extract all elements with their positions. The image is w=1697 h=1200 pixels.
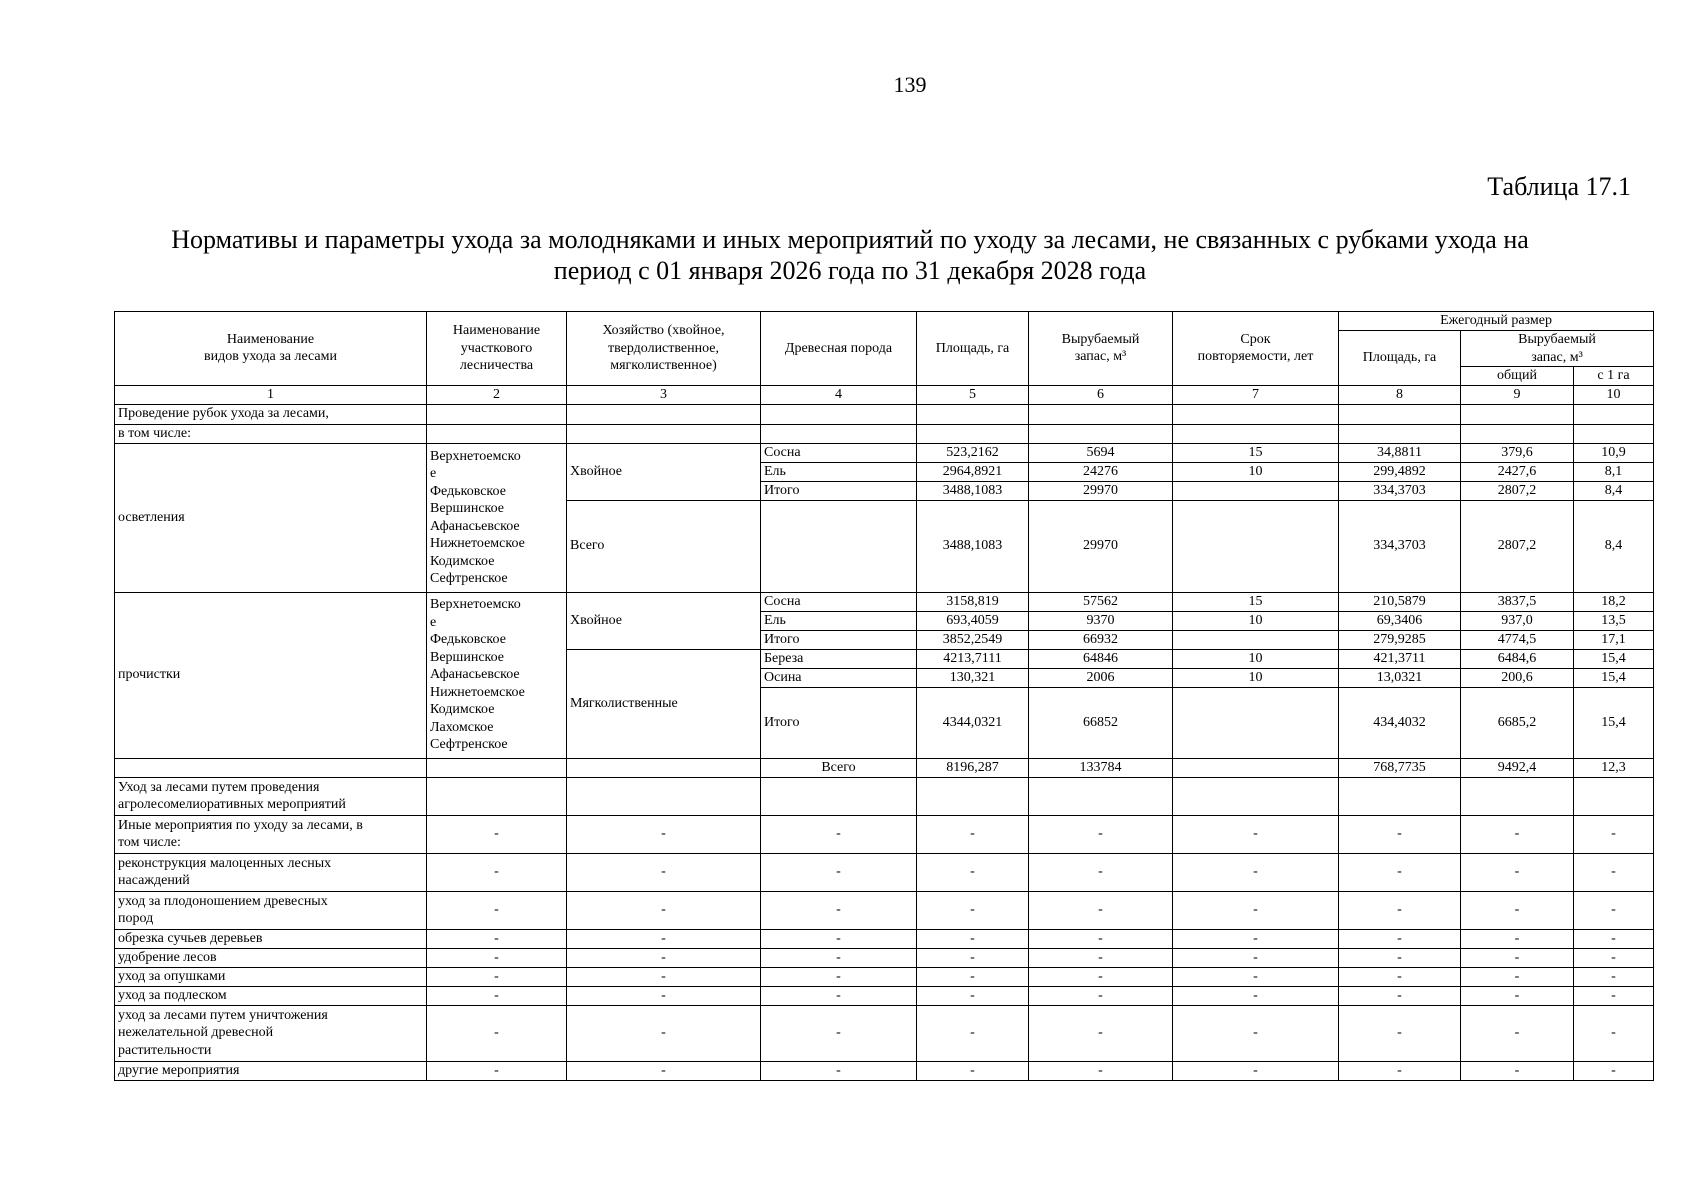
farm-conifer: Хвойное xyxy=(567,443,761,500)
forestry-list: Верхнетоемско е Федьковское Вершинское Афанасьевское Нижнетоемское Кодимское Лахомское Сефтренское xyxy=(427,592,567,758)
dash-cell: - xyxy=(427,929,567,948)
dash-cell: - xyxy=(1574,815,1654,853)
annual-per-ha-cell: 18,2 xyxy=(1574,592,1654,611)
dash-cell: - xyxy=(1029,1005,1173,1061)
dash-cell: - xyxy=(1574,1005,1654,1061)
page-number: 139 xyxy=(893,72,927,97)
annual-per-ha-cell: 8,4 xyxy=(1574,500,1654,592)
dash-cell: - xyxy=(1574,948,1654,967)
section-subtitle: в том числе: xyxy=(115,424,427,443)
dash-cell: - xyxy=(917,1005,1029,1061)
measure-name: уход за опушками xyxy=(115,967,427,986)
dash-cell: - xyxy=(427,815,567,853)
measure-name: реконструкция малоценных лесных насаждений xyxy=(115,853,427,891)
dash-cell: - xyxy=(1461,1061,1574,1080)
table-row xyxy=(115,967,1654,986)
other-measures xyxy=(115,815,1654,1080)
species-cell: Ель xyxy=(761,462,917,481)
dash-cell: - xyxy=(567,1005,761,1061)
annual-per-ha-cell: 15,4 xyxy=(1574,668,1654,687)
col-num: 8 xyxy=(1339,385,1461,404)
dash-cell: - xyxy=(1029,891,1173,929)
area-cell: 2964,8921 xyxy=(917,462,1029,481)
dash-cell: - xyxy=(1339,948,1461,967)
dash-cell: - xyxy=(1173,891,1339,929)
annual-total-cell: 6484,6 xyxy=(1461,649,1574,668)
dash-cell: - xyxy=(1574,853,1654,891)
header-species: Древесная порода xyxy=(761,312,917,386)
area-cell: 3488,1083 xyxy=(917,481,1029,500)
table-row xyxy=(115,592,1654,611)
table-header xyxy=(115,312,1654,405)
area-cell: 693,4059 xyxy=(917,611,1029,630)
col-num: 3 xyxy=(567,385,761,404)
dash-cell: - xyxy=(1173,815,1339,853)
annual-area-cell: 334,3703 xyxy=(1339,500,1461,592)
dash-cell: - xyxy=(567,853,761,891)
species-cell: Ель xyxy=(761,611,917,630)
annual-total-cell: 6685,2 xyxy=(1461,687,1574,758)
farm-softwood: Мягколиственные xyxy=(567,649,761,758)
dash-cell: - xyxy=(1029,815,1173,853)
species-cell: Итого xyxy=(761,630,917,649)
stock-cell: 66852 xyxy=(1029,687,1173,758)
kind-prochistki: прочистки xyxy=(115,592,427,758)
area-cell: 4344,0321 xyxy=(917,687,1029,758)
dash-cell: - xyxy=(1029,967,1173,986)
dash-cell: - xyxy=(567,815,761,853)
table-row xyxy=(115,777,1654,815)
stock-cell: 57562 xyxy=(1029,592,1173,611)
dash-cell: - xyxy=(427,948,567,967)
dash-cell: - xyxy=(917,1061,1029,1080)
dash-cell: - xyxy=(427,967,567,986)
species-cell: Береза xyxy=(761,649,917,668)
col-num: 6 xyxy=(1029,385,1173,404)
dash-cell: - xyxy=(427,853,567,891)
measure-name: уход за подлеском xyxy=(115,986,427,1005)
area-cell: 8196,287 xyxy=(917,758,1029,777)
table-row xyxy=(115,1005,1654,1061)
area-cell: 4213,7111 xyxy=(917,649,1029,668)
dash-cell: - xyxy=(1173,986,1339,1005)
annual-total-cell: 200,6 xyxy=(1461,668,1574,687)
period-cell: 10 xyxy=(1173,668,1339,687)
dash-cell: - xyxy=(761,948,917,967)
species-cell: Сосна xyxy=(761,592,917,611)
table-row xyxy=(115,891,1654,929)
annual-per-ha-cell: 17,1 xyxy=(1574,630,1654,649)
col-num: 9 xyxy=(1461,385,1574,404)
dash-cell: - xyxy=(567,986,761,1005)
stock-cell: 5694 xyxy=(1029,443,1173,462)
dash-cell: - xyxy=(761,929,917,948)
stock-cell: 9370 xyxy=(1029,611,1173,630)
dash-cell: - xyxy=(761,1005,917,1061)
dash-cell: - xyxy=(1173,929,1339,948)
dash-cell: - xyxy=(1461,1005,1574,1061)
annual-per-ha-cell: 13,5 xyxy=(1574,611,1654,630)
dash-cell: - xyxy=(567,929,761,948)
dash-cell: - xyxy=(761,1061,917,1080)
measure-name: удобрение лесов xyxy=(115,948,427,967)
annual-per-ha-cell: 15,4 xyxy=(1574,649,1654,668)
table-label: Таблица 17.1 xyxy=(1487,172,1631,201)
annual-area-cell: 279,9285 xyxy=(1339,630,1461,649)
annual-per-ha-cell: 10,9 xyxy=(1574,443,1654,462)
col-num: 10 xyxy=(1574,385,1654,404)
col-num: 2 xyxy=(427,385,567,404)
dash-cell: - xyxy=(1029,1061,1173,1080)
dash-cell: - xyxy=(761,967,917,986)
norms-table xyxy=(114,311,1654,1081)
species-cell: Итого xyxy=(761,481,917,500)
table-row xyxy=(115,853,1654,891)
measure-name: Иные мероприятия по уходу за лесами, в том числе: xyxy=(115,815,427,853)
dash-cell: - xyxy=(1173,1005,1339,1061)
dash-cell: - xyxy=(1574,986,1654,1005)
table-row xyxy=(115,1061,1654,1080)
annual-area-cell: 421,3711 xyxy=(1339,649,1461,668)
annual-total-cell: 379,6 xyxy=(1461,443,1574,462)
annual-total-cell: 2807,2 xyxy=(1461,481,1574,500)
species-cell: Осина xyxy=(761,668,917,687)
dash-cell: - xyxy=(1339,986,1461,1005)
annual-area-cell: 768,7735 xyxy=(1339,758,1461,777)
species-cell: Сосна xyxy=(761,443,917,462)
farm-total-label: Всего xyxy=(567,500,761,592)
dash-cell: - xyxy=(567,891,761,929)
annual-total-cell: 4774,5 xyxy=(1461,630,1574,649)
annual-total-cell: 2427,6 xyxy=(1461,462,1574,481)
table-row xyxy=(115,443,1654,462)
dash-cell: - xyxy=(1029,986,1173,1005)
header-annual-stock: Вырубаемый запас, м³ xyxy=(1461,331,1654,367)
header-annual-area: Площадь, га xyxy=(1339,331,1461,386)
stock-cell: 64846 xyxy=(1029,649,1173,668)
stock-cell: 2006 xyxy=(1029,668,1173,687)
annual-total-cell: 3837,5 xyxy=(1461,592,1574,611)
dash-cell: - xyxy=(1173,967,1339,986)
stock-cell: 29970 xyxy=(1029,500,1173,592)
dash-cell: - xyxy=(1339,1005,1461,1061)
dash-cell: - xyxy=(427,986,567,1005)
header-kind: Наименование видов ухода за лесами xyxy=(115,312,427,386)
area-cell: 523,2162 xyxy=(917,443,1029,462)
area-cell: 130,321 xyxy=(917,668,1029,687)
dash-cell: - xyxy=(427,1005,567,1061)
header-forestry: Наименование участкового лесничества xyxy=(427,312,567,386)
dash-cell: - xyxy=(1461,967,1574,986)
period-cell xyxy=(1173,687,1339,758)
dash-cell: - xyxy=(761,853,917,891)
table-row xyxy=(115,948,1654,967)
column-numbers-row xyxy=(115,385,1654,404)
annual-area-cell: 334,3703 xyxy=(1339,481,1461,500)
dash-cell: - xyxy=(917,853,1029,891)
dash-cell: - xyxy=(761,891,917,929)
header-period: Срок повторяемости, лет xyxy=(1173,312,1339,386)
dash-cell: - xyxy=(1574,1061,1654,1080)
annual-per-ha-cell: 8,4 xyxy=(1574,481,1654,500)
measure-name: обрезка сучьев деревьев xyxy=(115,929,427,948)
dash-cell: - xyxy=(1461,853,1574,891)
table-row xyxy=(115,986,1654,1005)
farm-conifer: Хвойное xyxy=(567,592,761,649)
annual-area-cell: 299,4892 xyxy=(1339,462,1461,481)
period-cell: 10 xyxy=(1173,462,1339,481)
stock-cell: 133784 xyxy=(1029,758,1173,777)
dash-cell: - xyxy=(427,1061,567,1080)
annual-area-cell: 34,8811 xyxy=(1339,443,1461,462)
kind-agro: Уход за лесами путем проведения агролесомелиоративных мероприятий xyxy=(115,777,427,815)
dash-cell: - xyxy=(1461,929,1574,948)
header-stock: Вырубаемый запас, м³ xyxy=(1029,312,1173,386)
dash-cell: - xyxy=(917,891,1029,929)
dash-cell: - xyxy=(427,891,567,929)
period-cell xyxy=(1173,630,1339,649)
annual-total-cell: 937,0 xyxy=(1461,611,1574,630)
annual-area-cell: 69,3406 xyxy=(1339,611,1461,630)
table-row xyxy=(115,404,1654,424)
dash-cell: - xyxy=(1339,815,1461,853)
period-cell: 15 xyxy=(1173,443,1339,462)
period-cell: 10 xyxy=(1173,611,1339,630)
stock-cell: 29970 xyxy=(1029,481,1173,500)
dash-cell: - xyxy=(1173,948,1339,967)
table-row xyxy=(115,929,1654,948)
dash-cell: - xyxy=(567,1061,761,1080)
area-cell: 3158,819 xyxy=(917,592,1029,611)
dash-cell: - xyxy=(917,815,1029,853)
annual-per-ha-cell: 15,4 xyxy=(1574,687,1654,758)
table-row xyxy=(115,815,1654,853)
dash-cell: - xyxy=(1029,853,1173,891)
dash-cell: - xyxy=(1461,815,1574,853)
dash-cell: - xyxy=(917,929,1029,948)
annual-area-cell: 210,5879 xyxy=(1339,592,1461,611)
dash-cell: - xyxy=(1461,891,1574,929)
section-title: Проведение рубок ухода за лесами, xyxy=(115,404,427,424)
dash-cell: - xyxy=(761,986,917,1005)
table-title xyxy=(140,224,1560,286)
area-cell: 3488,1083 xyxy=(917,500,1029,592)
table-row xyxy=(115,758,1654,777)
dash-cell: - xyxy=(1173,853,1339,891)
dash-cell: - xyxy=(567,948,761,967)
annual-per-ha-cell: 8,1 xyxy=(1574,462,1654,481)
header-stock-per-ha: с 1 га xyxy=(1574,367,1654,386)
dash-cell: - xyxy=(917,967,1029,986)
area-cell: 3852,2549 xyxy=(917,630,1029,649)
dash-cell: - xyxy=(1029,929,1173,948)
dash-cell: - xyxy=(1574,929,1654,948)
period-cell: 10 xyxy=(1173,649,1339,668)
dash-cell: - xyxy=(1574,891,1654,929)
measure-name: уход за лесами путем уничтожения нежелательной древесной растительности xyxy=(115,1005,427,1061)
dash-cell: - xyxy=(1339,929,1461,948)
period-cell: 15 xyxy=(1173,592,1339,611)
header-stock-total: общий xyxy=(1461,367,1574,386)
grand-total-label: Всего xyxy=(761,758,917,777)
annual-area-cell: 13,0321 xyxy=(1339,668,1461,687)
measure-name: другие мероприятия xyxy=(115,1061,427,1080)
col-num: 5 xyxy=(917,385,1029,404)
kind-osvetleniya: осветления xyxy=(115,443,427,592)
col-num: 4 xyxy=(761,385,917,404)
stock-cell: 24276 xyxy=(1029,462,1173,481)
measure-name: уход за плодоношением древесных пород xyxy=(115,891,427,929)
annual-per-ha-cell: 12,3 xyxy=(1574,758,1654,777)
col-num: 7 xyxy=(1173,385,1339,404)
title-line-1: Нормативы и параметры ухода за молодняками и иных мероприятий по уходу за лесами, не связанных с рубками ухода на xyxy=(171,225,1529,254)
header-farm: Хозяйство (хвойное, твердолиственное, мягколиственное) xyxy=(567,312,761,386)
dash-cell: - xyxy=(1574,967,1654,986)
period-cell xyxy=(1173,481,1339,500)
annual-total-cell: 9492,4 xyxy=(1461,758,1574,777)
species-cell: Итого xyxy=(761,687,917,758)
table-row xyxy=(115,424,1654,443)
annual-area-cell: 434,4032 xyxy=(1339,687,1461,758)
dash-cell: - xyxy=(917,986,1029,1005)
dash-cell: - xyxy=(917,948,1029,967)
dash-cell: - xyxy=(567,967,761,986)
title-line-2: период с 01 января 2026 года по 31 декабря 2028 года xyxy=(553,256,1147,285)
dash-cell: - xyxy=(1029,948,1173,967)
annual-total-cell: 2807,2 xyxy=(1461,500,1574,592)
dash-cell: - xyxy=(1173,1061,1339,1080)
table-body xyxy=(115,404,1654,815)
dash-cell: - xyxy=(761,815,917,853)
forestry-list: Верхнетоемско е Федьковское Вершинское Афанасьевское Нижнетоемское Кодимское Сефтренское xyxy=(427,443,567,592)
dash-cell: - xyxy=(1339,967,1461,986)
header-area: Площадь, га xyxy=(917,312,1029,386)
dash-cell: - xyxy=(1339,891,1461,929)
header-annual: Ежегодный размер xyxy=(1339,312,1654,331)
stock-cell: 66932 xyxy=(1029,630,1173,649)
dash-cell: - xyxy=(1461,948,1574,967)
dash-cell: - xyxy=(1339,1061,1461,1080)
dash-cell: - xyxy=(1339,853,1461,891)
dash-cell: - xyxy=(1461,986,1574,1005)
col-num: 1 xyxy=(115,385,427,404)
